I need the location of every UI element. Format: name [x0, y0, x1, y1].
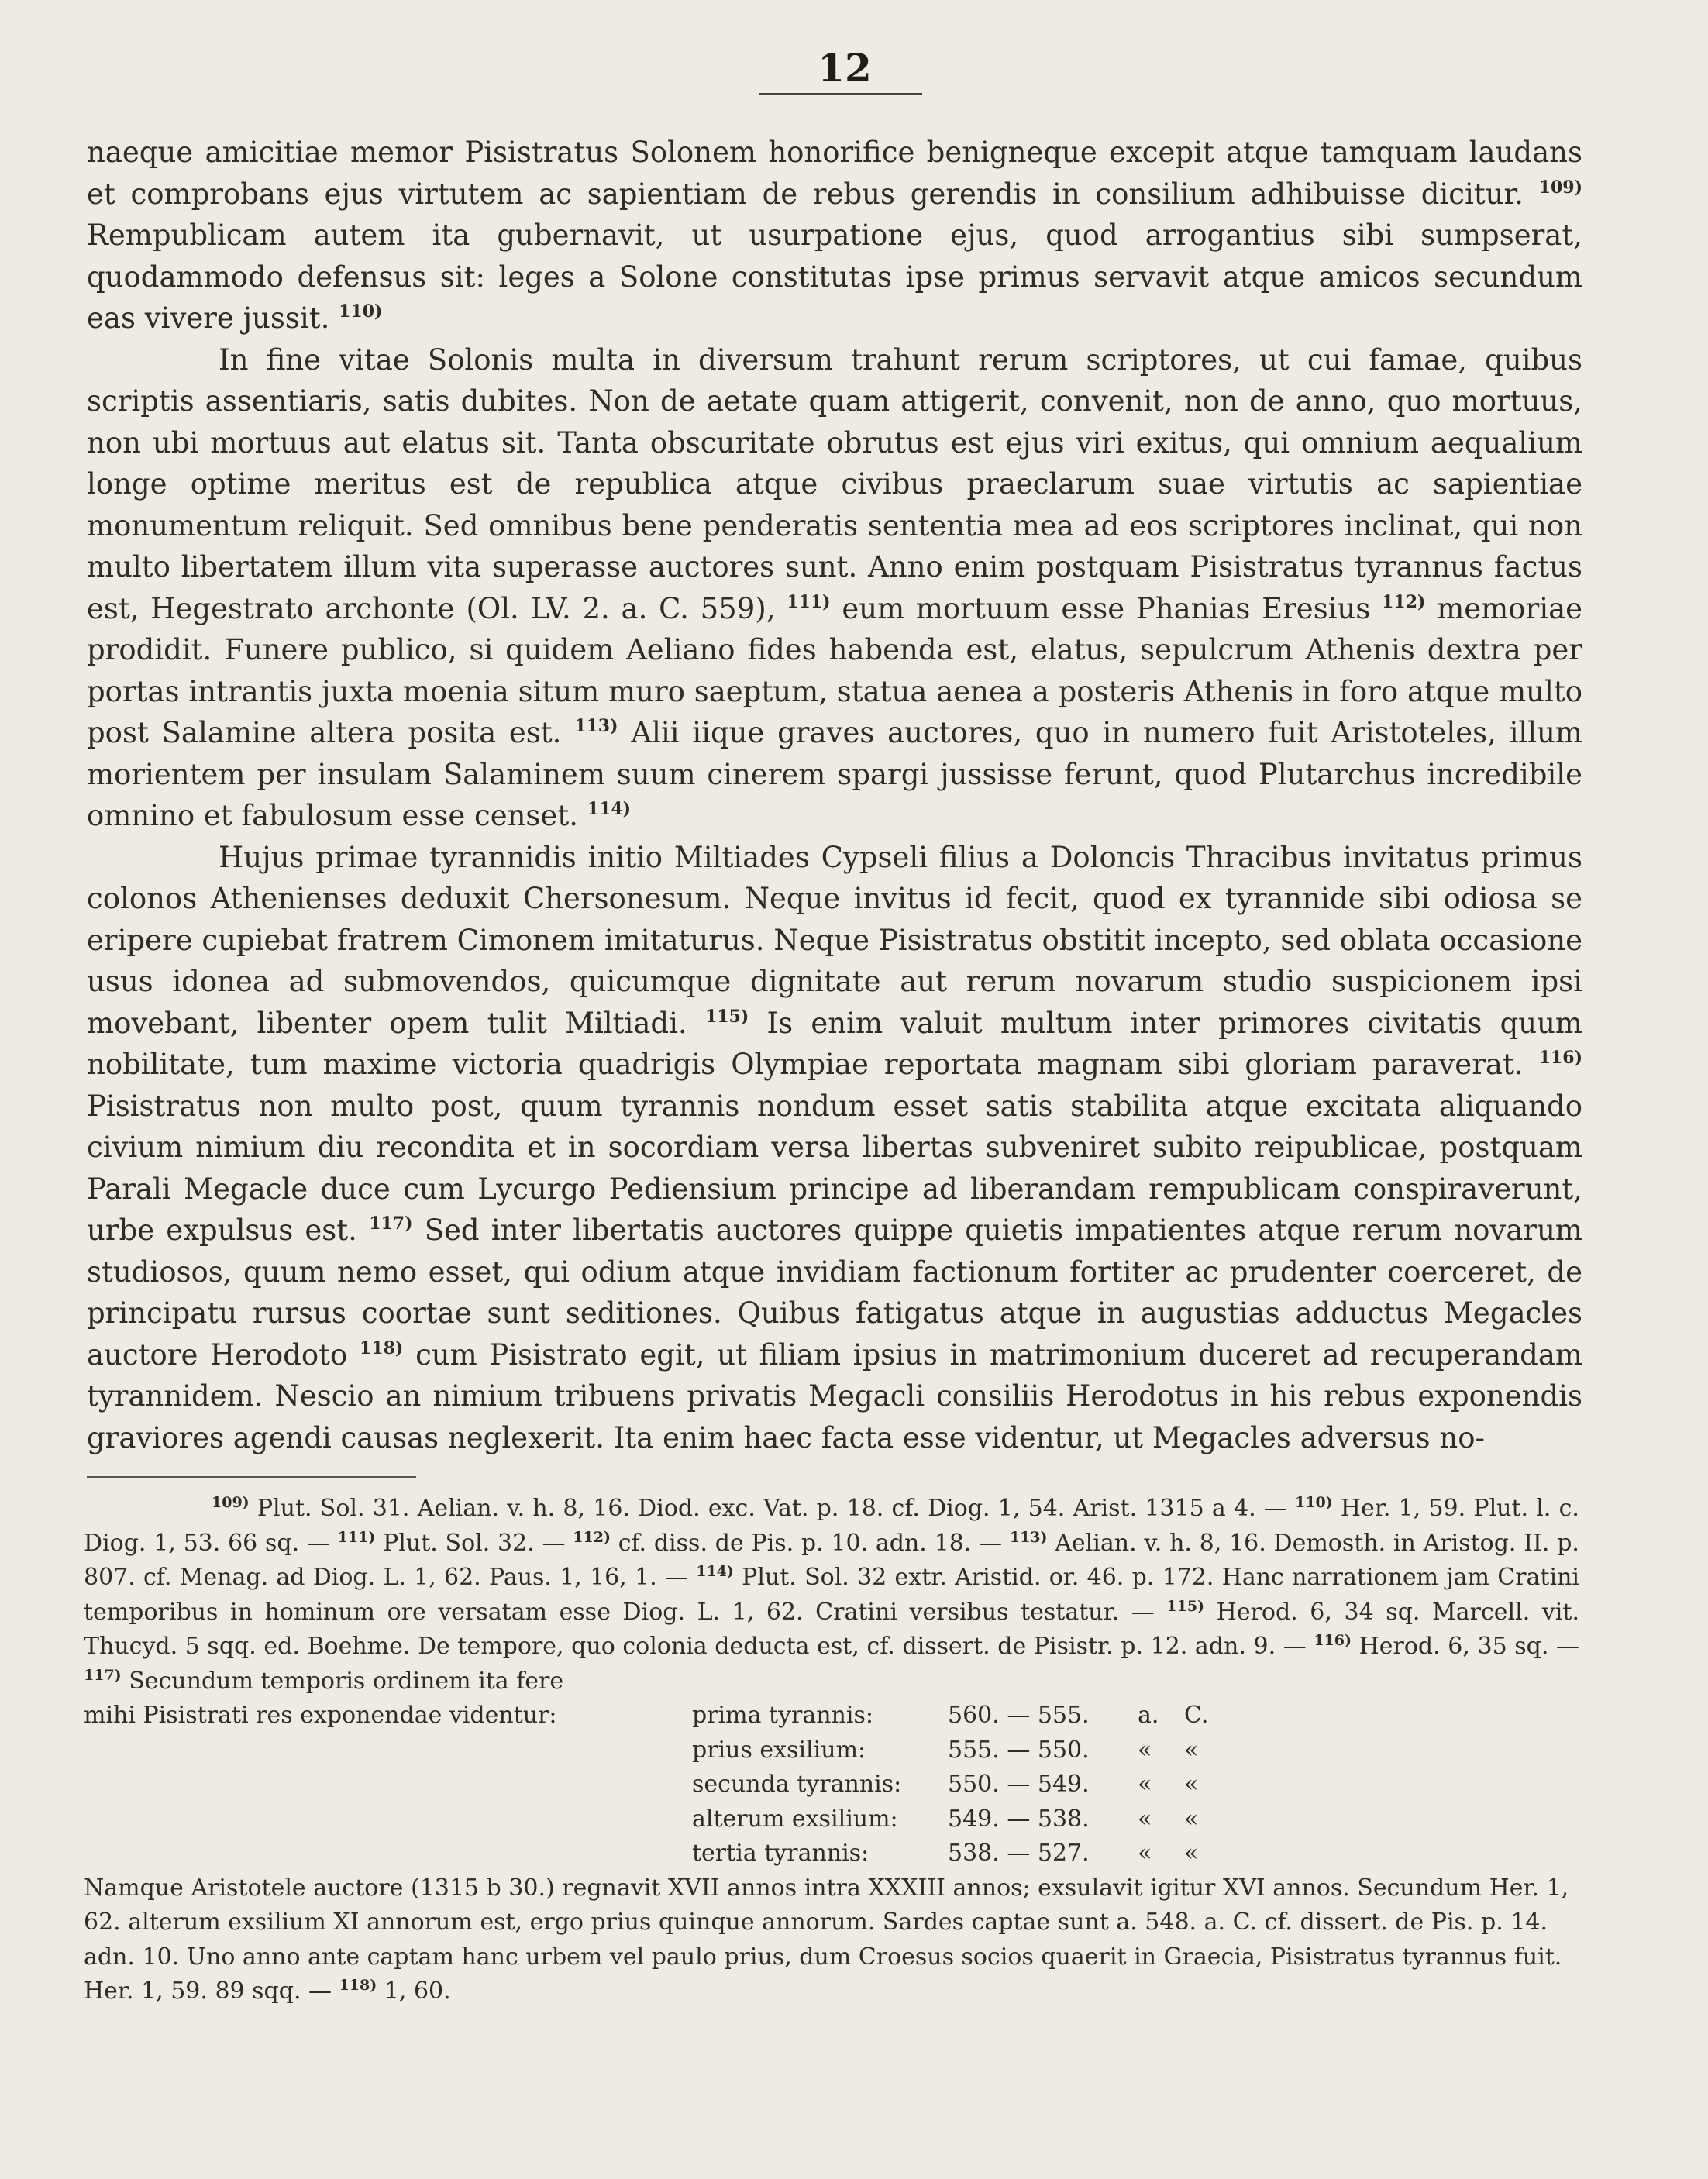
paragraph-1: [87, 132, 1582, 339]
text-span: Hujus primae tyrannidis initio Miltiades Cypseli filius a Doloncis Thracibus invitatus primus colonos Athenienses deduxit Chersonesum. Neque invitus id fecit, quod ex tyrannide sibi odiosa se eripere cupiebat fratrem Cimonem imitaturus. Neque Pisistratus obstitit incepto, sed oblata occasione usus idonea ad submovendos, quicumque dignitate aut rerum novarum studio suspicionem ipsi movebant, libenter opem tulit Miltiadi.: [87, 840, 1582, 1040]
chronology-label: secunda tyrannis:: [692, 1771, 902, 1798]
chronology-label: tertia tyrannis:: [692, 1840, 869, 1867]
footnote-ref-116[interactable]: 116): [1538, 1048, 1582, 1068]
chronology-unit: «: [1184, 1805, 1199, 1833]
text-span: Rempublicam autem ita gubernavit, ut usurpatione ejus, quod arrogantius sibi sumpserat, quodammodo defensus sit: leges a Solone constitutas ipse primus servavit atque amicos secundum eas vivere jussit.: [87, 219, 1582, 335]
footnote-ref-110[interactable]: 110): [339, 301, 383, 322]
footnote-text: Aelian. v. h. 8, 16. Demosth. in Aristog. II. p. 807. cf. Menag. ad Diog. L. 1, 62. Paus. 1, 16, 1. —: [84, 1529, 1579, 1591]
chronology-years: 550. — 549.: [948, 1771, 1090, 1798]
chronology-unit: «: [1138, 1771, 1152, 1798]
footnote-number: 118): [339, 1977, 377, 1994]
footnote-text: Plut. Sol. 32 extr. Aristid. or. 46. p. 172. Hanc narrationem jam Cratini temporibus in hominum ore versatam esse Diog. L. 1, 62. Cratini versibus testatur. —: [84, 1564, 1579, 1626]
chronology-spacer: [84, 1802, 692, 1837]
text-span: Pisistratus non multo post, quum tyrannis nondum esset satis stabilita atque excitata aliquando civium nimium diu recondita et in socordiam versa libertas subveniret subito reipublicae, postquam Parali Megacle duce cum Lycurgo Pediensium principe ad liberandam rempublicam conspiraverunt, urbe expulsus est.: [87, 1089, 1582, 1247]
footnote-number: 112): [573, 1528, 611, 1546]
chronology-unit: «: [1138, 1840, 1152, 1867]
footnote-block: [84, 1492, 1579, 1699]
paragraph-2: [87, 339, 1582, 837]
footnote-text: Plut. Sol. 31. Aelian. v. h. 8, 16. Diod. exc. Vat. p. 18. cf. Diog. 1, 54. Arist. 1315 a 4. —: [257, 1495, 1287, 1522]
chronology-unit: C.: [1184, 1702, 1209, 1729]
footnote-ref-109[interactable]: 109): [1538, 177, 1582, 198]
chronology-spacer: [84, 1836, 692, 1871]
footnote-number: 110): [1295, 1494, 1333, 1511]
text-span: Sed inter libertatis auctores quippe quietis impatientes atque rerum novarum studiosos, quum nemo esset, qui odium atque invidiam factionum fortiter ac prudenter coerceret, de principatu rursus coortae sunt seditiones. Quibus fatigatus atque in augustias adductus Megacles auctore Herodoto: [87, 1213, 1582, 1372]
footnote-text: Herod. 6, 34 sq. Marcell. vit. Thucyd. 5 sqq. ed. Boehme. De tempore, quo colonia deducta est, cf. dissert. de Pisistr. p. 12. adn. 9. —: [84, 1598, 1579, 1660]
paragraph-3: [87, 837, 1582, 1459]
footnote-number: 114): [696, 1563, 734, 1580]
footnote-text: Namque Aristotele auctore (1315 b 30.) regnavit XVII annos intra XXXIII annos; exsulavit igitur XVI annos. Secundum Her. 1, 62. alterum exsilium XI annorum est, ergo prius quinque annorum. Sardes captae sunt a. 548. a. C. cf. dissert. de Pis. p. 14. adn. 10. Uno anno ante captam hanc urbem vel paulo prius, dum Croesus socios quaerit in Graecia, Pisistratus tyrannus fuit. Her. 1, 59. 89 sqq. —: [84, 1874, 1569, 2005]
chronology-intro: mihi Pisistrati res exponendae videntur:: [84, 1702, 557, 1729]
text-span: eum mortuum esse Phanias Eresius: [842, 591, 1371, 625]
footnote-text: 1, 60.: [384, 1978, 451, 2005]
chronology-spacer: [84, 1768, 692, 1802]
footnote-ref-117[interactable]: 117): [369, 1213, 413, 1234]
chronology-spacer: [84, 1733, 692, 1768]
chronology-years: 549. — 538.: [948, 1805, 1090, 1833]
footnote-ref-114[interactable]: 114): [587, 799, 632, 819]
footnote-ref-111[interactable]: 111): [787, 591, 831, 612]
text-span: memoriae prodidit. Funere publico, si quidem Aeliano fides habenda est, elatus, sepulcrum Athenis dextra per portas intrantis juxta moenia situm muro saeptum, statua aenea a posteris Athenis in foro atque multo post Salamine altera posita est.: [87, 591, 1583, 749]
footnote-ref-115[interactable]: 115): [704, 1006, 749, 1027]
footnote-text: cf. diss. de Pis. p. 10. adn. 18. —: [618, 1529, 1003, 1557]
footnote-text: Plut. Sol. 32. —: [383, 1529, 566, 1557]
footnote-ref-118[interactable]: 118): [360, 1337, 404, 1358]
footnote-ref-112[interactable]: 112): [1382, 591, 1426, 612]
chronology-unit: «: [1138, 1805, 1152, 1833]
footnote-divider: [87, 1476, 416, 1478]
chronology-label: alterum exsilium:: [692, 1805, 898, 1833]
chronology-years: 538. — 527.: [948, 1840, 1090, 1867]
chronology-years: 560. — 555.: [948, 1702, 1090, 1729]
chronology-unit: «: [1184, 1771, 1199, 1798]
chronology-unit: «: [1138, 1736, 1152, 1764]
chronology-years: 555. — 550.: [948, 1736, 1090, 1764]
chronology-unit: «: [1184, 1736, 1199, 1764]
chronology-table: [84, 1699, 1579, 1871]
chronology-label: prima tyrannis:: [692, 1702, 873, 1729]
footnote-text: Her. 1, 59. Plut. l. c. Diog. 1, 53. 66 sq. —: [84, 1495, 1579, 1557]
page-number: 12: [818, 45, 872, 91]
page-number-rule: [759, 93, 922, 95]
text-span: Is enim valuit multum inter primores civitatis quum nobilitate, tum maxime victoria quadrigis Olympiae reportata magnam sibi gloriam paraverat.: [87, 1006, 1583, 1081]
footnotes: [84, 1492, 1579, 2009]
footnote-number: 116): [1314, 1632, 1352, 1649]
footnote-number: 117): [84, 1666, 122, 1684]
main-text: [87, 132, 1582, 1458]
text-span: In fine vitae Solonis multa in diversum trahunt rerum scriptores, ut cui famae, quibus scriptis assentiaris, satis dubites. Non de aetate quam attigerit, convenit, non de anno, quo mortuus, non ubi mortuus aut elatus sit. Tanta obscuritate obrutus est ejus viri exitus, qui omnium aequalium longe optime meritus est de republica atque civibus praeclarum suae virtutis ac sapientiae monumentum reliquit. Sed omnibus bene penderatis sententia mea ad eos scriptores inclinat, qui non multo libertatem illum vita superasse auctores sunt. Anno enim postquam Pisistratus tyrannus factus est, Hegestrato archonte (Ol. LV. 2. a. C. 559),: [87, 343, 1582, 625]
footnote-block: [84, 1871, 1579, 2009]
text-span: Alii iique graves auctores, quo in numero fuit Aristoteles, illum morientem per insulam Salaminem suum cinerem spargi jussisse ferunt, quod Plutarchus incredibile omnino et fabulosum esse censet.: [87, 716, 1583, 832]
footnote-ref-113[interactable]: 113): [574, 716, 618, 736]
chronology-unit: a.: [1138, 1702, 1159, 1729]
text-span: cum Pisistrato egit, ut filiam ipsius in matrimonium duceret ad recuperandam tyrannidem. Nescio an nimium tribuens privatis Megacli consiliis Herodotus in his rebus exponendis graviores agendi causas neglexerit. Ita enim haec facta esse videntur, ut Megacles adversus no-: [87, 1337, 1583, 1454]
footnote-number: 115): [1166, 1597, 1205, 1615]
chronology-label: prius exsilium:: [692, 1736, 866, 1764]
text-span: naeque amicitiae memor Pisistratus Solonem honorifice benigneque excepit atque tamquam laudans et comprobans ejus virtutem ac sapientiam de rebus gerendis in consilium adhibuisse dicitur.: [87, 136, 1582, 211]
footnote-number: 113): [1009, 1528, 1048, 1546]
footnote-number: 111): [337, 1528, 376, 1546]
footnote-text: Secundum temporis ordinem ita fere: [129, 1667, 564, 1695]
footnote-text: Herod. 6, 35 sq. —: [1358, 1633, 1579, 1660]
footnote-number: 109): [212, 1494, 250, 1511]
chronology-unit: «: [1184, 1840, 1199, 1867]
